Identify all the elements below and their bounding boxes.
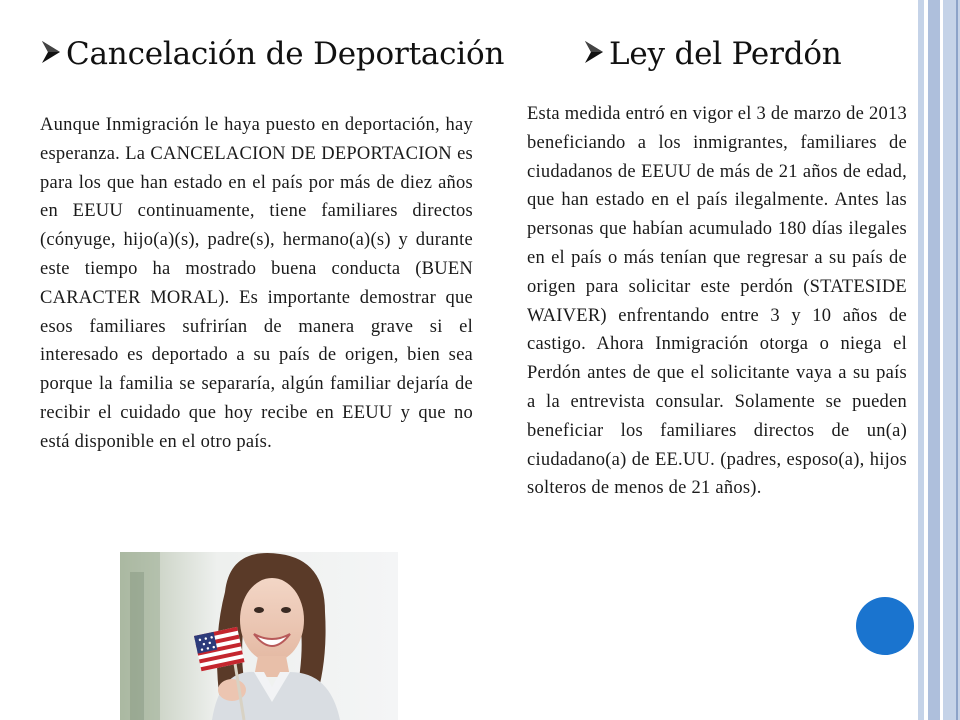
right-heading: [583, 36, 842, 72]
arrow-bullet-icon: [583, 37, 605, 67]
woman-with-us-flag-photo: [120, 552, 398, 720]
right-heading-text: Ley del Perdón: [609, 36, 842, 72]
right-body-text: Esta medida entró en vigor el 3 de marzo de 2013 beneficiando a los inmigrantes, familiares de ciudadanos de EEUU de más de 21 años de edad, que han estado en el país ilegalmente. Antes las personas que habían acumulado 180 días ilegales en el país o más tenían que regresar a su país de origen para solicitar este perdón (STATESIDE WAIVER) enfrentando entre 3 y 10 años de castigo. Ahora Inmigración otorga o niega el Perdón antes de que el solicitante vaya a su país a la entrevista consular. Solamente se pueden beneficiar los familiares directos de un(a) ciudadano(a) de EE.UU. (padres, esposo(a), hijos solteros de menos de 21 años).: [527, 104, 907, 499]
left-heading-text: Cancelación de Deportación: [66, 36, 505, 72]
side-stripe: [956, 0, 958, 720]
arrow-bullet-icon: [40, 37, 62, 67]
side-decoration: [918, 0, 960, 720]
left-heading: [40, 36, 504, 72]
left-body-text: Aunque Inmigración le haya puesto en deportación, hay esperanza. La CANCELACION DE DEPORTACION es para los que han estado en el país por más de diez años en EEUU continuamente, tiene familiares directos (cónyuge, hijo(a)(s), padre(s), hermano(a)(s) y durante este tiempo ha mostrado buena conducta (BUEN CARACTER MORAL). Es importante demostrar que esos familiares sufrirían de manera grave si el interesado es deportado a su país de origen, bien sea porque la familia se separaría, algún familiar dejaría de recibir el cuidado que hoy recibe en EEUU y que no está disponible en el otro país.: [40, 115, 473, 452]
decorative-circle: [856, 597, 914, 655]
side-stripe: [928, 0, 940, 720]
photo-illustration: [120, 552, 398, 720]
